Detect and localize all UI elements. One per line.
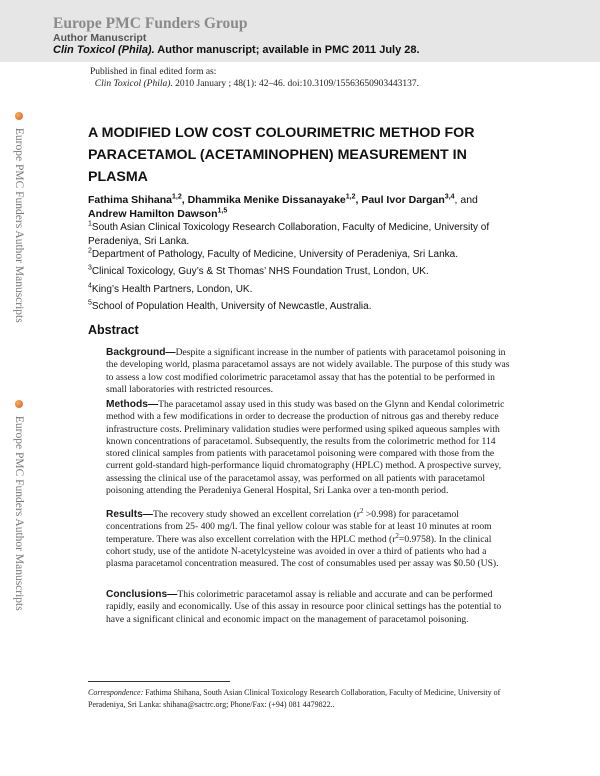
- abstract-methods: [106, 399, 510, 497]
- affiliation-text: Department of Pathology, Faculty of Medicine, University of Peradeniya, Sri Lanka.: [91, 249, 459, 260]
- side-watermark-text: Europe PMC Funders Author Manuscripts: [13, 127, 25, 323]
- author-list: [88, 194, 508, 221]
- author-name: Dhammika Menike Dissanayake: [187, 194, 346, 206]
- affiliation-text: South Asian Clinical Toxicology Research Collaboration, Faculty of Medicine, University of Peradeniya, Sri Lanka.: [88, 222, 490, 247]
- conclusions-text: This colorimetric paracetamol assay is reliable and accurate and can be performed rapidly, easily and economically. Use of this assay in resource poor clinical settings has the potential to have a significant clinical and economic impact on the management of paracetamol poisoning.: [106, 589, 502, 625]
- author-name: Fathima Shihana: [88, 194, 173, 206]
- author-separator: ,: [355, 194, 362, 206]
- side-watermark-upper: [9, 112, 25, 323]
- abstract-heading: Abstract: [88, 323, 139, 337]
- abstract-conclusions: [106, 589, 510, 626]
- author-affiliation-ref: 3,4: [444, 193, 455, 201]
- correspondence-text: Fathima Shihana, South Asian Clinical Toxicology Research Collaboration, Faculty of Medicine, University of Peradeniya, Sri Lanka: shihana@sactrc.org; Phone/Fax: (+94) 081 4479822..: [88, 688, 501, 709]
- results-label: Results—: [106, 509, 153, 520]
- affiliation-number: 4: [88, 282, 92, 290]
- results-text: =0.9758). In the clinical cohort study, use of the antidote N-acetylcysteine was avoided in over a third of patients who had a plasma paracetamol concentration measured. The cost of consumables used per assay was $0.50 (US).: [106, 533, 499, 569]
- methods-text: The paracetamol assay used in this study was based on the Glynn and Kendal colorimetric method with a few modifications in order to decrease the production of nitrous gas and thereby reduce infrastructure costs. Preliminary validation studies were performed using spiked aqueous samples with known concentrations of paracetamol. Subsequently, the results from the colorimetric method for 114 stored clinical samples from patients with paracetamol poisoning were compared with those from the current gold-standard high-performance liquid chromatography (HPLC) method. A prospective survey, assessing the clinical use of the paracetamol assay, was performed on all patients with paracetamol poisoning attending the Peradeniya General Hospital, Sri Lanka over a ten-month period.: [106, 399, 505, 496]
- author-separator-and: , and: [454, 194, 478, 206]
- citation-line: [90, 78, 419, 90]
- affiliation-text: School of Population Health, University of Newcastle, Australia.: [91, 301, 372, 312]
- affiliation-1: [88, 221, 508, 248]
- citation-details: 2010 January ; 48(1): 42–46. doi:10.3109/15563650903443137.: [172, 79, 419, 89]
- abstract-background: [106, 347, 510, 396]
- journal-short-name: Clin Toxicol (Phila).: [53, 44, 155, 56]
- side-watermark-lower: [9, 400, 25, 611]
- correspondence-footnote: [88, 687, 508, 710]
- affiliation-text: Clinical Toxicology, Guy’s & St Thomas’ NHS Foundation Trust, London, UK.: [91, 266, 429, 277]
- affiliation-5: [88, 300, 508, 314]
- author-affiliation-ref: 1,5: [217, 207, 228, 214]
- published-line: Published in final edited form as:: [90, 67, 217, 77]
- correspondence-label: Correspondence:: [88, 688, 144, 697]
- conclusions-label: Conclusions—: [106, 589, 178, 600]
- funders-header: [0, 0, 600, 62]
- affiliation-number: 3: [88, 264, 92, 272]
- affiliation-3: [88, 265, 508, 279]
- methods-label: Methods—: [106, 399, 159, 410]
- affiliation-2: [88, 248, 508, 262]
- r-squared-superscript: 2: [395, 531, 399, 540]
- citation-journal: Clin Toxicol (Phila).: [94, 79, 173, 89]
- affiliation-4: [88, 283, 508, 297]
- side-watermark-text: Europe PMC Funders Author Manuscripts: [13, 415, 25, 611]
- author-manuscript-label: Author Manuscript: [53, 32, 147, 44]
- author-separator: ,: [181, 194, 188, 206]
- background-label: Background—: [106, 347, 176, 358]
- funders-group-title: Europe PMC Funders Group: [53, 15, 248, 32]
- availability-text: Author manuscript; available in PMC 2011 July 28.: [154, 44, 420, 56]
- results-text: The recovery study showed an excellent correlation (r: [153, 509, 360, 520]
- affiliation-number: 2: [88, 247, 92, 255]
- author-name: Andrew Hamilton Dawson: [88, 207, 218, 220]
- results-text: >0.998) for paracetamol concentrations from 25- 400 mg/l. The final yellow colour was stable for at least 10 minutes at room temperature. There was also excellent correlation with the HPLC method (r: [106, 509, 492, 545]
- europe-pmc-logo-icon: [15, 112, 23, 120]
- author-name: Paul Ivor Dargan: [361, 194, 445, 206]
- europe-pmc-logo-icon: [15, 400, 23, 408]
- footnote-divider: [88, 681, 230, 682]
- author-affiliation-ref: 1,2: [345, 193, 356, 201]
- journal-availability-line: [53, 44, 420, 56]
- r-squared-superscript: 2: [359, 506, 364, 515]
- background-text: Despite a significant increase in the number of patients with paracetamol poisoning in the developing world, plasma paracetamol assays are not widely available. The purpose of this study was to assess a low cost modified colorimetric paracetamol assay that has the potential to be performed in small laboratories with restricted resources.: [106, 347, 510, 395]
- affiliation-number: 1: [88, 220, 92, 228]
- published-info: [90, 66, 419, 90]
- author-affiliation-ref: 1,2: [172, 193, 182, 201]
- article-title: A MODIFIED LOW COST COLOURIMETRIC METHOD FOR PARACETAMOL (ACETAMINOPHEN) MEASUREMENT IN PLASMA: [88, 125, 475, 185]
- affiliation-number: 5: [88, 299, 92, 307]
- abstract-results: [106, 506, 510, 570]
- affiliation-text: King’s Health Partners, London, UK.: [91, 284, 253, 295]
